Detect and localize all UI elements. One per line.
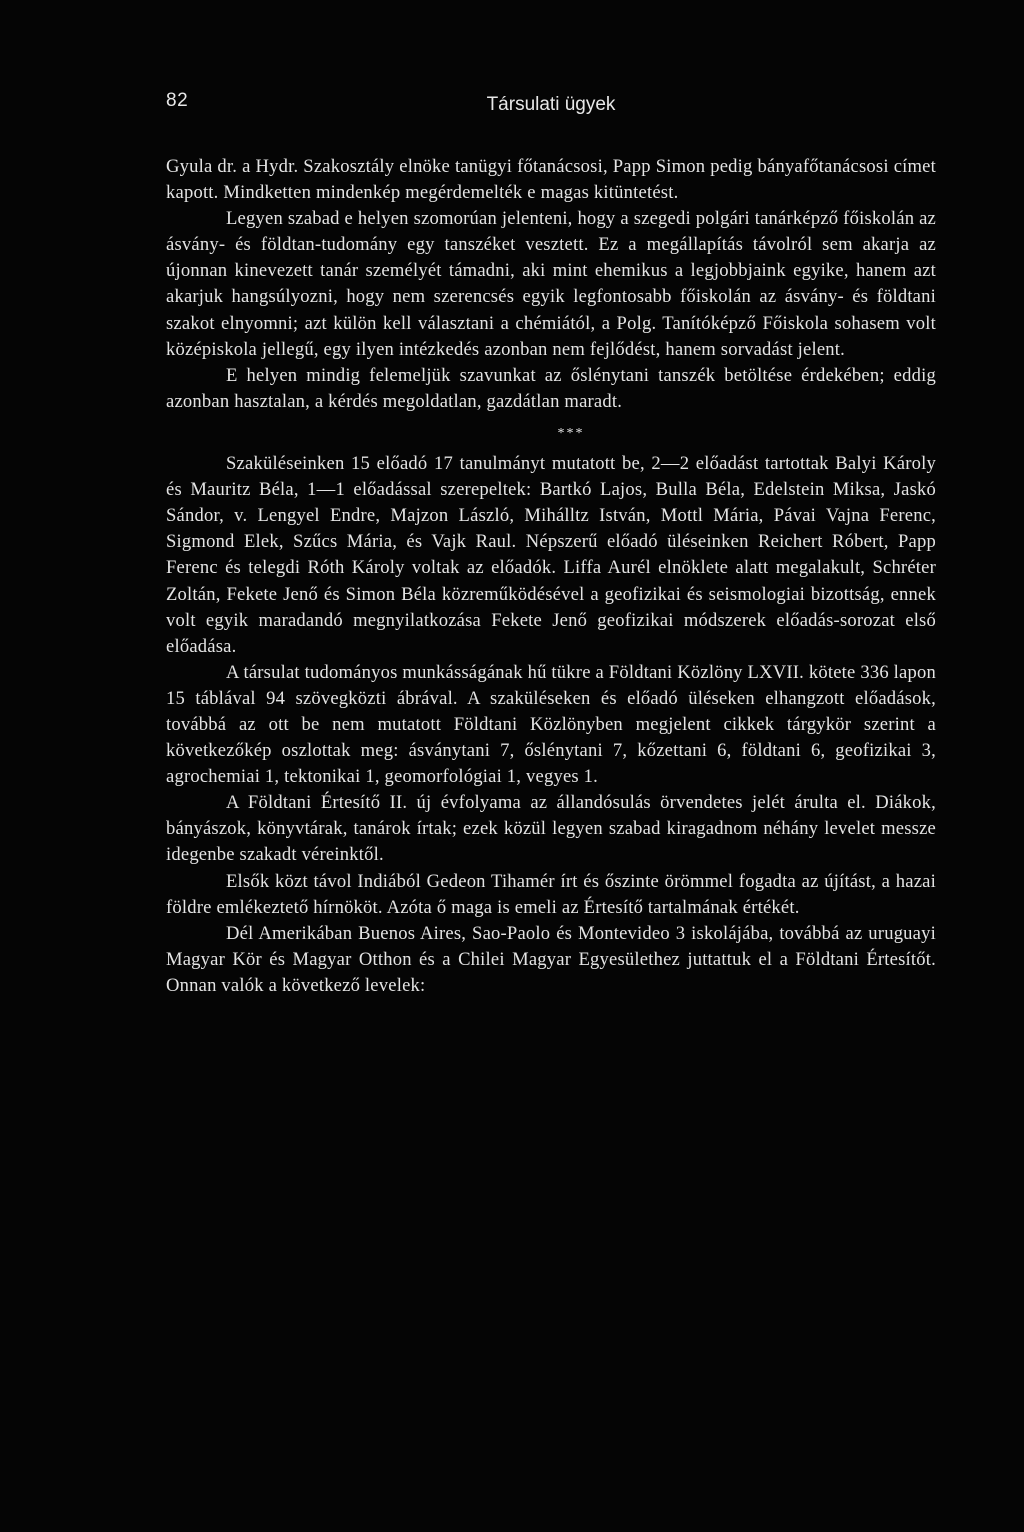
paragraph-5: A társulat tudományos munkásságának hű tükre a Földtani Közlöny LXVII. kötete 336 lapon 15 táblával 94 szövegközti ábrával. A szaküléseken és előadó üléseken elhangzott előadások, továbbá az ott be nem mutatott Földtani Közlönyben megjelent cikkek tárgykör szerint a következőkép oszlottak meg: ásványtani 7, őslénytani 7, kőzettani 6, földtani 6, geofizikai 3, agrochemiai 1, tektonikai 1, geomorfológiai 1, vegyes 1. [166, 661, 936, 788]
section-divider: *** [557, 425, 585, 441]
body-text [166, 154, 936, 999]
running-title: Társulati ügyek [486, 94, 616, 115]
paragraph-8: Dél Amerikában Buenos Aires, Sao-Paolo és Montevideo 3 iskolájába, továbbá az uruguayi Magyar Kör és Magyar Otthon és a Chilei Magyar Egyesülethez juttattuk el a Földtani Értesítőt. Onnan valók a következő levelek: [166, 922, 936, 996]
paragraph-4: Szaküléseinken 15 előadó 17 tanulmányt mutatott be, 2—2 előadást tartottak Balyi Károly és Mauritz Béla, 1—1 előadással szerepeltek: Bartkó Lajos, Bulla Béla, Edelstein Miksa, Jaskó Sándor, v. Lengyel Endre, Majzon László, Mihálltz István, Mottl Mária, Pávai Vajna Ferenc, Sigmond Elek, Szűcs Mária, és Vajk Raul. Népszerű előadó üléseinken Reichert Róbert, Papp Ferenc és telegdi Róth Károly voltak az előadók. Liffa Aurél elnöklete alatt megalakult, Schréter Zoltán, Fekete Jenő és Simon Béla közreműködésével a geofizikai és seismologiai bizottság, ennek volt egyik maradandó megnyilatkozása Fekete Jenő geofizikai módszerek előadás-sorozat első előadása. [166, 453, 936, 657]
paragraph-6: A Földtani Értesítő II. új évfolyama az állandósulás örvendetes jelét árulta el. Diákok, bányászok, könyvtárak, tanárok írtak; ezek közül legyen szabad kiragadnom néhány levelet messze idegenbe szakadt véreinktől. [166, 792, 936, 866]
paragraph-1: Gyula dr. a Hydr. Szakosztály elnöke tanügyi főtanácsosi, Papp Simon pedig bányafőtanácsosi címet kapott. Mindketten mindenkép megérdemelték e magas kitüntetést. [166, 156, 936, 204]
paragraph-2: Legyen szabad e helyen szomorúan jelenteni, hogy a szegedi polgári tanárképző főiskolán az ásvány- és földtan-tudomány egy tanszéket vesztett. Ez a megállapítás távolról sem akarja az újonnan kinevezett tanár személyét támadni, aki mint ehemikus a legjobbjaink egyike, hanem azt akarjuk hangsúlyozni, hogy nem szerencsés egyik legfontosabb főiskolán az ásvány- és földtani szakot elnyomni; azt külön kell választani a chémiától, a Polg. Tanítóképző Főiskola sohasem volt középiskola jellegű, egy ilyen intézkedés azonban nem fejlődést, hanem sorvadást jelent. [166, 208, 936, 360]
page-header [166, 90, 936, 130]
paragraph-7: Elsők közt távol Indiából Gedeon Tihamér írt és őszinte örömmel fogadta az újítást, a hazai földre emlékeztető hírnököt. Azóta ő maga is emeli az Értesítő tartalmának értékét. [166, 870, 936, 918]
paragraph-3: E helyen mindig felemeljük szavunkat az őslénytani tanszék betöltése érdekében; eddig azonban hasztalan, a kérdés megoldatlan, gazdátlan maradt. [166, 364, 936, 412]
page-number: 82 [166, 90, 189, 111]
